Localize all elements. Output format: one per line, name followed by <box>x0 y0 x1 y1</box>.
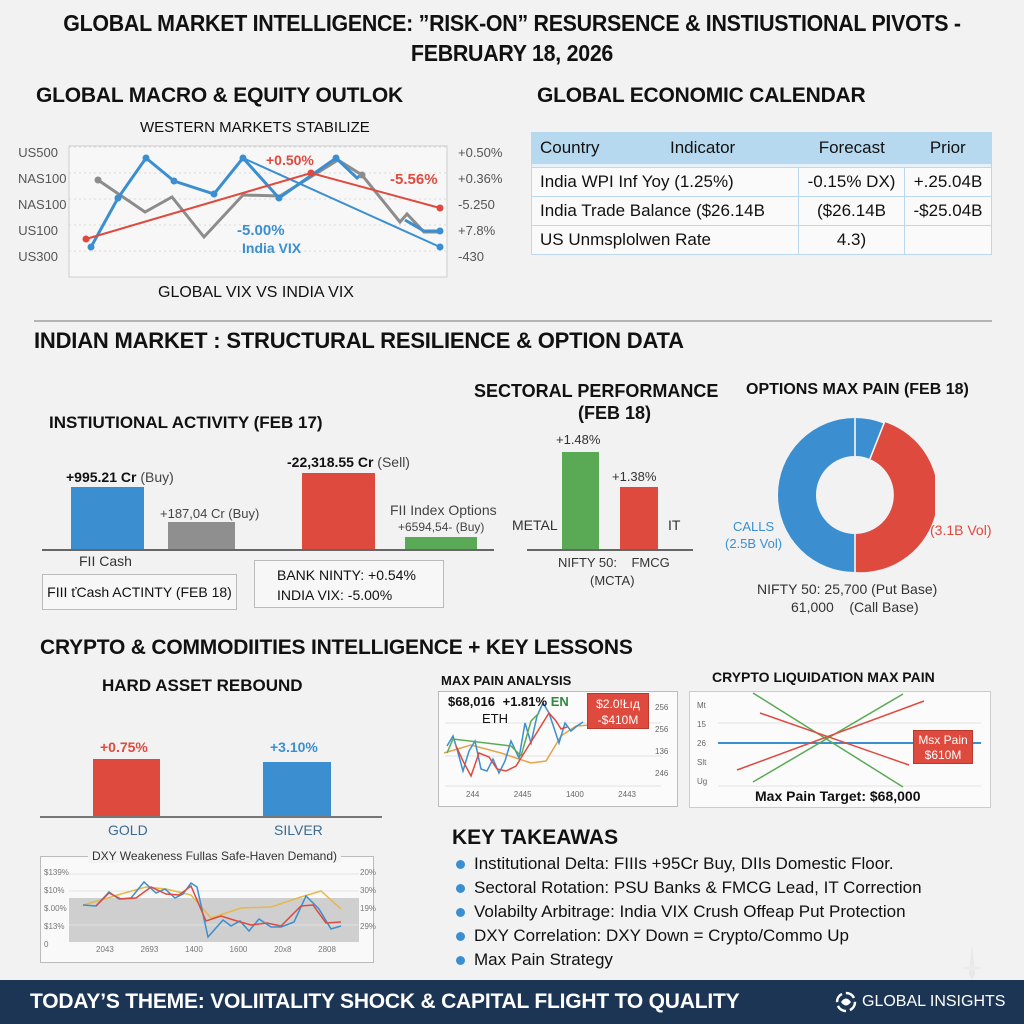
bar-dii-cash <box>168 522 235 549</box>
takeaway-item: DXY Correlation: DXY Down = Crypto/Commo Up <box>452 924 922 948</box>
left-tick: US100 <box>18 223 58 238</box>
left-tick: Mt <box>697 701 706 710</box>
liquidation-left-ticks <box>697 696 707 791</box>
sparkle-icon <box>962 944 982 980</box>
gold-value: +0.75% <box>100 739 148 755</box>
bar-fii-futures <box>302 473 375 549</box>
annotation-india-vix: India VIX <box>242 240 302 256</box>
max-pain-target: Max Pain Target: $68,000 <box>755 788 921 804</box>
title-line-2: FEBRUARY 18, 2026 <box>410 40 614 66</box>
bar1-label <box>66 469 174 485</box>
maxpain-foot-2: 61,000 (Call Base) <box>791 599 919 615</box>
silver-label: SILVER <box>274 822 323 838</box>
dxy-x-tick: 20x8 <box>274 945 292 954</box>
left-tick: US500 <box>18 145 58 160</box>
calendar-header-row <box>532 133 992 164</box>
bar3-value: -22,318.55 Cr <box>287 454 374 470</box>
macro-right-ticks <box>458 140 502 270</box>
crypto-heading: CRYPTO & COMMODIITIES INTELLIGENCE + KEY LESSONS <box>40 636 633 659</box>
page-title <box>36 8 988 68</box>
right-tick: -430 <box>458 249 485 264</box>
dxy-left-tick: $13% <box>44 922 65 931</box>
calendar-heading: GLOBAL ECONOMIC CALENDAR <box>537 84 866 107</box>
dxy-x-tick: 1400 <box>185 945 203 954</box>
right-tick: 136 <box>655 747 669 756</box>
bar4-label2: +6594,54- (Buy) <box>398 520 485 534</box>
bar-fii-cash <box>71 487 144 549</box>
sectoral-heading: SECTORAL PERFORMANCE <box>474 381 719 401</box>
index-summary-box <box>254 560 444 608</box>
eth-price: $68,016 <box>448 694 495 709</box>
bar3-label <box>287 454 410 470</box>
fmcg-value: +1.38% <box>612 469 657 484</box>
right-tick: 246 <box>655 769 669 778</box>
badge-line-2: -$410M <box>597 713 639 727</box>
maxpain-donut <box>775 415 935 580</box>
institutional-axis <box>42 549 494 551</box>
annotation-blue-value: -5.00% <box>237 222 285 239</box>
cell-prior <box>905 226 992 255</box>
indian-heading: INDIAN MARKET : STRUCTURAL RESILIENCE & OPTION DATA <box>34 328 684 353</box>
takeaway-item: Volabilty Arbitrage: India VIX Crush Offeap Put Protection <box>452 900 922 924</box>
section-divider <box>34 320 992 322</box>
eth-change: +1.81% <box>502 694 548 709</box>
dxy-right-ticks <box>360 864 376 936</box>
cell-prior: +.25.04B <box>905 168 992 197</box>
dxy-x-tick: 1600 <box>229 945 248 954</box>
sectoral-subheading: (FEB 18) <box>578 403 652 423</box>
right-tick: -5.250 <box>458 197 495 212</box>
calendar-row <box>532 226 992 255</box>
dxy-left-tick: 0 <box>44 940 49 949</box>
eth-tag: EN <box>550 694 569 709</box>
bar3-tag: (Sell) <box>377 454 410 470</box>
globe-logo-icon <box>835 991 857 1013</box>
fii-cash-activity-box: FIII ťCash ACTINTY (FEB 18) <box>42 574 237 610</box>
dxy-right-tick: 29% <box>360 922 377 931</box>
dxy-x-ticks <box>96 945 336 954</box>
india-vix-change: INDIA VIX: -5.00% <box>277 587 393 603</box>
bank-nifty-change: BANK NINTY: +0.54% <box>277 567 416 583</box>
x-tick: 244 <box>466 790 480 799</box>
cell-forecast: 4.3) <box>799 226 905 255</box>
right-tick: 256 <box>655 703 669 712</box>
bar-fii-options <box>405 537 477 549</box>
silver-value: +3.10% <box>270 739 318 755</box>
liquidation-badge <box>587 693 649 729</box>
takeaway-item: Max Pain Strategy <box>452 948 922 972</box>
annotation-red-right: -5.56% <box>390 171 438 188</box>
right-tick: 256 <box>655 725 669 734</box>
cell-indicator: US Unmsplolwen Rate <box>532 226 799 255</box>
badge-line-1: Msx Pain <box>918 733 968 747</box>
bar2-label: +187,04 Cr (Buy) <box>160 506 260 521</box>
bar-metal <box>562 452 599 549</box>
cell-prior: -$25.04B <box>905 197 992 226</box>
sectoral-axis-label: NIFTY 50: FMCG <box>558 555 670 570</box>
gold-label: GOLD <box>108 822 148 838</box>
footer-theme: TODAY’S THEME: VOLIITALITY SHOCK & CAPITAL FLIGHT TO QUALITY <box>30 990 740 1013</box>
eth-price-row <box>448 694 569 709</box>
col-forecast: Forecast <box>799 133 905 164</box>
macro-chart-title: WESTERN MARKETS STABILIZE <box>140 119 370 136</box>
footer-banner <box>0 980 1024 1024</box>
takeaway-item: Institutional Delta: FIIIs +95Cr Buy, DIIs Domestic Floor. <box>452 852 922 876</box>
institutional-heading: INSTIUTIONAL ACTIVITY (FEB 17) <box>49 413 323 432</box>
left-tick: Slt <box>697 758 707 767</box>
axis-label-fii-cash: FII Cash <box>79 553 132 569</box>
left-tick: US300 <box>18 249 58 264</box>
macro-heading: GLOBAL MACRO & EQUITY OUTLOK <box>36 84 403 107</box>
metal-value: +1.48% <box>556 432 601 447</box>
left-tick: Ug <box>697 777 708 786</box>
calendar-row <box>532 168 992 197</box>
badge-line-2: $610M <box>924 748 962 762</box>
col-prior: Prior <box>905 133 992 164</box>
x-tick: 2445 <box>513 790 532 799</box>
macro-left-ticks <box>18 140 67 270</box>
title-line-1: GLOBAL MARKET INTELLIGENCE: ”RISK-ON” RESURSENCE & INSTIUSTIONAL PIVOTS - <box>63 10 961 36</box>
sectoral-axis <box>527 549 693 551</box>
calendar-row <box>532 197 992 226</box>
cell-indicator: India Trade Balance ($26.14B <box>532 197 799 226</box>
puts-vol: (3.1B Vol) <box>930 522 992 538</box>
calls-label: CALLS <box>733 519 775 534</box>
sectoral-axis-sub: (MCTA) <box>590 573 635 588</box>
maxpain-right-ticks <box>655 697 668 785</box>
dxy-left-ticks <box>44 864 69 954</box>
badge-line-1: $2.0!Łıд <box>596 697 640 711</box>
left-tick: 26 <box>697 739 706 748</box>
macro-chart <box>0 136 503 296</box>
left-tick: NAS100 <box>18 171 67 186</box>
left-tick: 15 <box>697 720 706 729</box>
hard-asset-heading: HARD ASSET REBOUND <box>102 676 303 695</box>
takeaways-heading: KEY TAKEAWAS <box>452 826 619 849</box>
dxy-left-tick: $.00% <box>44 904 67 913</box>
right-tick: +0.36% <box>458 171 503 186</box>
bar-silver <box>263 762 331 816</box>
cell-forecast: -0.15% DX) <box>799 168 905 197</box>
annotation-red-top: +0.50% <box>266 152 314 168</box>
bar-fmcg <box>620 487 658 549</box>
cell-indicator: India WPI Inf Yoy (1.25%) <box>532 168 799 197</box>
dxy-left-tick: $139% <box>44 868 69 877</box>
bar1-value: +995.21 Cr <box>66 469 137 485</box>
dxy-title: DXY Weakeness Fullas Safe-Haven Demand) <box>88 849 341 863</box>
max-pain-badge <box>913 730 973 764</box>
x-tick: 1400 <box>565 790 584 799</box>
cell-forecast: ($26.14B <box>799 197 905 226</box>
dxy-x-tick: 2693 <box>140 945 159 954</box>
dxy-x-tick: 2808 <box>318 945 336 954</box>
maxpain-analysis-heading: MAX PAIN ANALYSIS <box>441 673 572 688</box>
maxpain-heading: OPTIONS MAX PAIN (FEB 18) <box>746 381 969 398</box>
bar-gold <box>93 759 160 816</box>
footer-brand: GLOBAL INSIGHTS <box>862 993 1006 1010</box>
label-it: IT <box>668 517 681 533</box>
calls-vol: (2.5B Vol) <box>725 536 783 551</box>
dxy-left-tick: $10% <box>44 886 65 895</box>
x-tick: 2443 <box>618 790 636 799</box>
maxpain-x-ticks <box>466 790 636 799</box>
dxy-right-tick: 19% <box>360 904 377 913</box>
bar1-tag: (Buy) <box>140 469 174 485</box>
bar4-label1: FII Index Options <box>390 502 497 518</box>
takeaway-item: Sectoral Rotation: PSU Banks & FMCG Lead, IT Correction <box>452 876 922 900</box>
eth-label: ETH <box>482 711 508 726</box>
label-metal: METAL <box>512 517 558 533</box>
takeaways-list <box>452 852 922 972</box>
col-country: Country <box>532 133 663 164</box>
macro-chart-caption: GLOBAL VIX VS INDIA VIX <box>158 284 354 301</box>
dxy-right-tick: 30% <box>360 886 377 895</box>
hard-asset-axis <box>40 816 382 818</box>
dxy-right-tick: 20% <box>360 868 377 877</box>
maxpain-foot-1: NIFTY 50: 25,700 (Put Base) <box>757 581 938 597</box>
left-tick: NAS100 <box>18 197 67 212</box>
right-tick: +7.8% <box>458 223 496 238</box>
liquidation-heading: CRYPTO LIQUIDATION MAX PAIN <box>712 669 935 685</box>
dxy-x-tick: 2043 <box>96 945 114 954</box>
right-tick: +0.50% <box>458 145 503 160</box>
calendar-table <box>531 132 992 255</box>
col-indicator: Indicator <box>662 133 799 164</box>
